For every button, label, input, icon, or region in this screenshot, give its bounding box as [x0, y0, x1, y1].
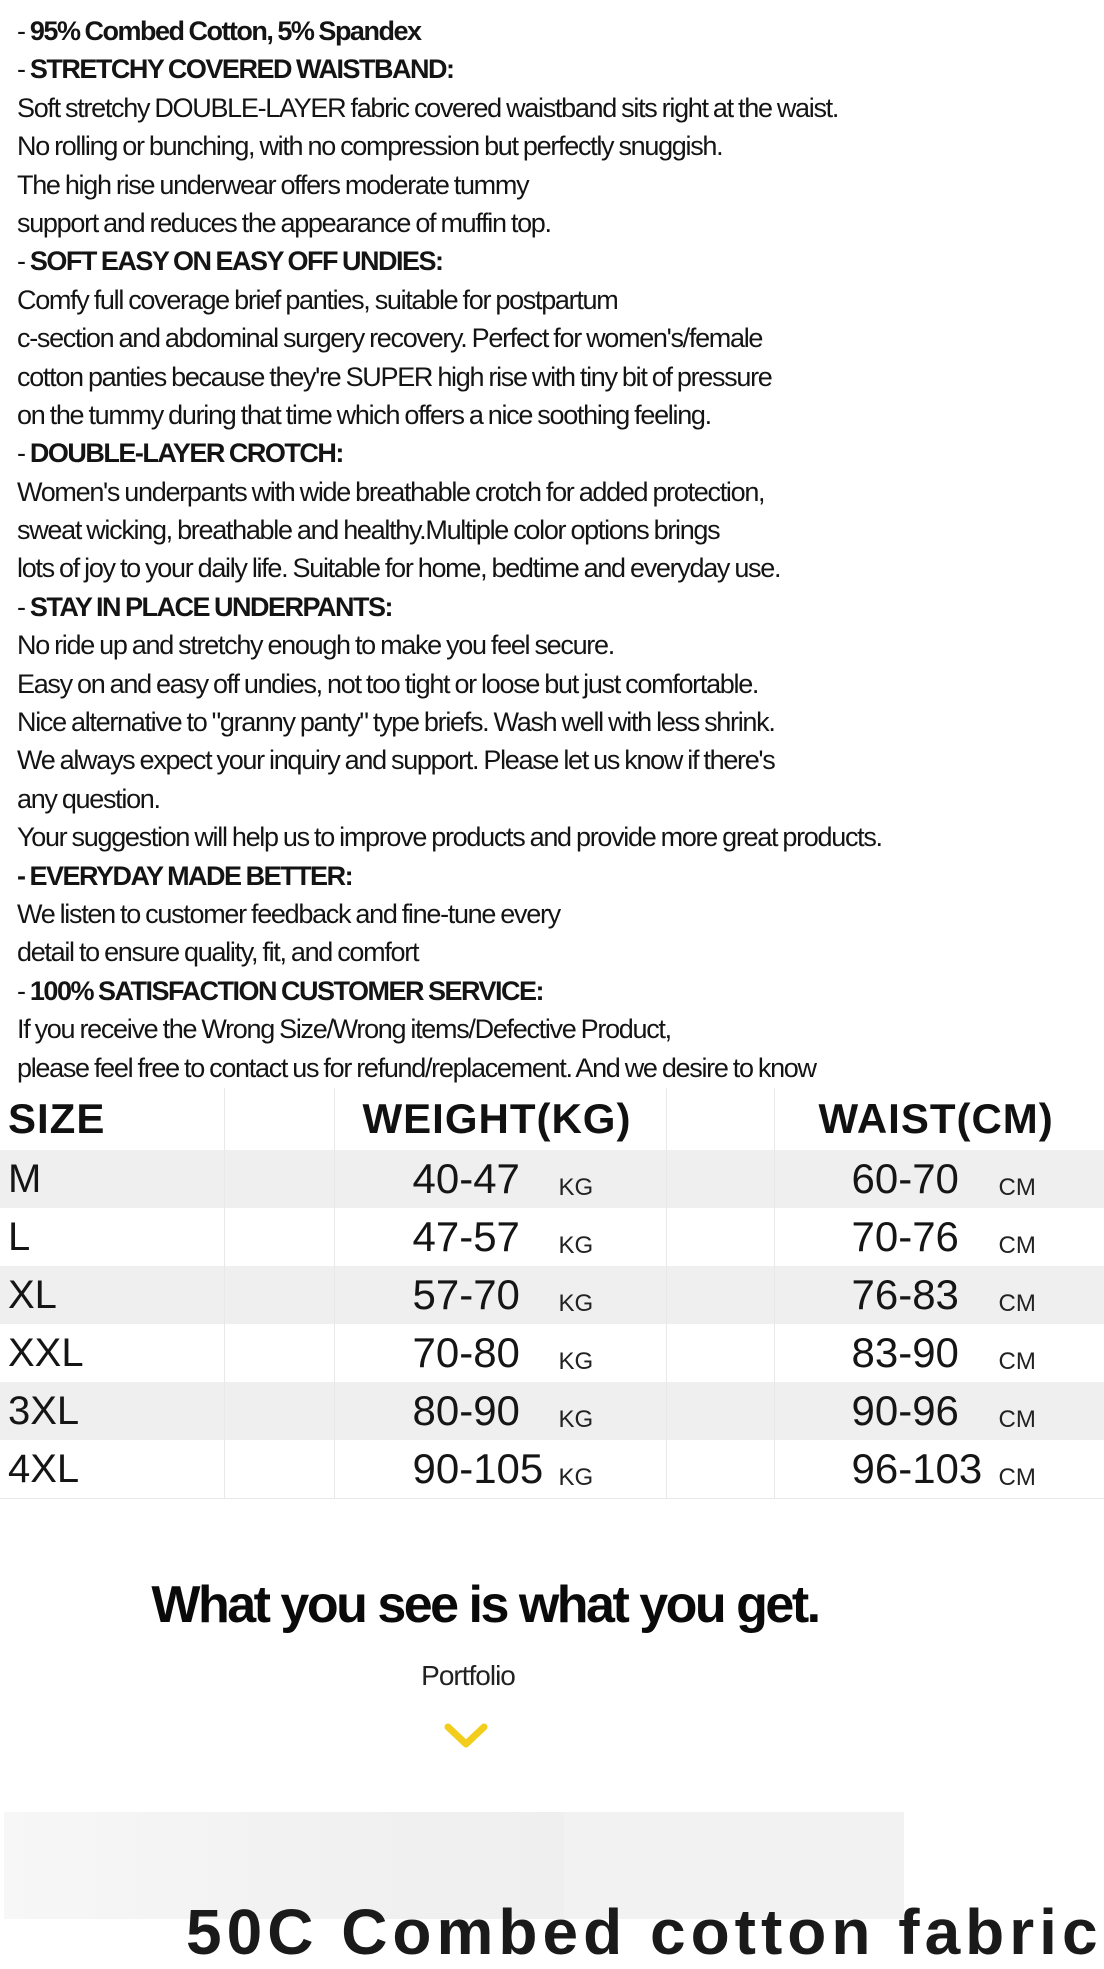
description-line: If you receive the Wrong Size/Wrong items/Defective Product, — [17, 1014, 671, 1045]
waist-value: 96-103 — [851, 1445, 983, 1492]
description-line: Easy on and easy off undies, not too tight or loose but just comfortable. — [17, 668, 759, 699]
heading-text: 95% Combed Cotton, 5% Spandex — [29, 16, 421, 46]
spacer-cell — [224, 1324, 334, 1382]
weight-unit: KG — [558, 1348, 594, 1375]
spacer-cell — [224, 1266, 334, 1324]
size-cell: 4XL — [0, 1440, 224, 1499]
section-heading — [17, 50, 1097, 88]
waist-cell — [774, 1150, 1104, 1208]
description-line: No ride up and stretchy enough to make you feel secure. — [17, 630, 614, 661]
description-line: on the tummy during that time which offers a nice soothing feeling. — [17, 399, 711, 430]
weight-value: 40-47 — [412, 1155, 520, 1202]
weight-value: 57-70 — [412, 1271, 520, 1318]
heading-text: 100% SATISFACTION CUSTOMER SERVICE: — [29, 975, 544, 1006]
product-description — [17, 12, 1097, 1087]
waist-unit: CM — [998, 1464, 1036, 1491]
waist-unit: CM — [998, 1174, 1036, 1201]
waist-value: 70-76 — [851, 1213, 959, 1260]
size-row — [0, 1324, 1104, 1382]
weight-value: 47-57 — [412, 1213, 520, 1260]
description-line: support and reduces the appearance of muffin top. — [17, 207, 551, 238]
description-line: Comfy full coverage brief panties, suitable for postpartum — [17, 284, 618, 315]
header-weight: WEIGHT(KG) — [334, 1088, 666, 1150]
bullet-dash: - — [17, 591, 30, 622]
size-chart-table — [0, 1088, 1104, 1499]
weight-unit: KG — [558, 1464, 594, 1491]
waist-unit: CM — [998, 1348, 1036, 1375]
description-line: Women's underpants with wide breathable crotch for added protection, — [17, 476, 765, 507]
size-chart-header-row — [0, 1088, 1104, 1150]
heading-text: - EVERYDAY MADE BETTER: — [17, 860, 353, 891]
section-heading — [17, 972, 1097, 1010]
bullet-dash: - — [17, 54, 30, 85]
description-line: We listen to customer feedback and fine-tune every — [17, 898, 560, 929]
weight-value: 70-80 — [412, 1329, 520, 1376]
description-line: cotton panties because they're SUPER high rise with tiny bit of pressure — [17, 361, 772, 392]
weight-cell — [334, 1382, 666, 1440]
spacer-cell — [224, 1382, 334, 1440]
weight-cell — [334, 1324, 666, 1382]
weight-cell — [334, 1208, 666, 1266]
header-waist: WAIST(CM) — [818, 1095, 1054, 1142]
fabric-heading: 50C Combed cotton fabric — [186, 1896, 1103, 1968]
spacer-cell — [224, 1440, 334, 1499]
bullet-dash: - — [17, 975, 30, 1006]
waist-cell — [774, 1440, 1104, 1499]
heading-text: STRETCHY COVERED WAISTBAND: — [29, 54, 454, 85]
description-line: The high rise underwear offers moderate tummy — [17, 169, 529, 200]
spacer-cell — [666, 1324, 774, 1382]
weight-unit: KG — [558, 1290, 594, 1317]
section-heading — [17, 242, 1097, 280]
weight-unit: KG — [558, 1174, 594, 1201]
description-line: lots of joy to your daily life. Suitable for home, bedtime and everyday use. — [17, 553, 781, 584]
waist-cell — [774, 1324, 1104, 1382]
waist-unit: CM — [998, 1406, 1036, 1433]
waist-unit: CM — [998, 1232, 1036, 1259]
description-line: Your suggestion will help us to improve products and provide more great products. — [17, 822, 882, 853]
description-line: detail to ensure quality, fit, and comfort — [17, 937, 419, 968]
product-photo-panel — [4, 1812, 1103, 1968]
bullet-dash: - — [17, 246, 30, 277]
spacer-cell — [666, 1440, 774, 1499]
size-row — [0, 1150, 1104, 1208]
headline: What you see is what you get. — [151, 1576, 819, 1634]
heading-text: DOUBLE-LAYER CROTCH: — [29, 438, 343, 469]
description-line: Nice alternative to "granny panty" type briefs. Wash well with less shrink. — [17, 707, 775, 738]
section-heading — [17, 12, 1097, 50]
waist-cell — [774, 1382, 1104, 1440]
waist-value: 90-96 — [851, 1387, 959, 1434]
spacer-cell — [224, 1208, 334, 1266]
size-cell: M — [0, 1150, 224, 1208]
spacer-cell — [224, 1150, 334, 1208]
description-line: sweat wicking, breathable and healthy.Multiple color options brings — [17, 515, 720, 546]
portfolio-label: Portfolio — [421, 1660, 515, 1691]
section-heading — [17, 588, 1097, 626]
chevron-down-icon — [444, 1722, 488, 1755]
waist-value: 83-90 — [851, 1329, 959, 1376]
size-cell: XL — [0, 1266, 224, 1324]
weight-value: 80-90 — [412, 1387, 520, 1434]
waist-value: 60-70 — [851, 1155, 959, 1202]
spacer-cell — [666, 1382, 774, 1440]
waist-cell — [774, 1208, 1104, 1266]
weight-cell — [334, 1150, 666, 1208]
heading-text: SOFT EASY ON EASY OFF UNDIES: — [29, 246, 443, 277]
weight-cell — [334, 1440, 666, 1499]
description-line: please feel free to contact us for refund/replacement. And we desire to know — [17, 1052, 816, 1083]
size-cell: 3XL — [0, 1382, 224, 1440]
description-line: any question. — [17, 783, 160, 814]
description-line: Soft stretchy DOUBLE-LAYER fabric covered waistband sits right at the waist. — [17, 92, 839, 123]
size-row — [0, 1208, 1104, 1266]
section-heading — [17, 857, 1097, 895]
spacer-cell — [666, 1208, 774, 1266]
weight-unit: KG — [558, 1406, 594, 1433]
size-cell: L — [0, 1208, 224, 1266]
size-row — [0, 1382, 1104, 1440]
heading-text: STAY IN PLACE UNDERPANTS: — [29, 591, 392, 622]
size-row — [0, 1266, 1104, 1324]
waist-unit: CM — [998, 1290, 1036, 1317]
section-heading — [17, 434, 1097, 472]
bullet-dash: - — [17, 16, 30, 46]
spacer-cell — [224, 1088, 334, 1150]
bullet-dash: - — [17, 438, 30, 469]
description-line: No rolling or bunching, with no compression but perfectly snuggish. — [17, 131, 723, 162]
description-line: We always expect your inquiry and support. Please let us know if there's — [17, 745, 775, 776]
spacer-cell — [666, 1266, 774, 1324]
weight-unit: KG — [558, 1232, 594, 1259]
weight-cell — [334, 1266, 666, 1324]
spacer-cell — [666, 1150, 774, 1208]
header-size: SIZE — [0, 1088, 224, 1150]
waist-value: 76-83 — [851, 1271, 959, 1318]
weight-value: 90-105 — [412, 1445, 544, 1492]
size-cell: XXL — [0, 1324, 224, 1382]
description-line: c-section and abdominal surgery recovery. Perfect for women's/female — [17, 323, 763, 354]
spacer-cell — [666, 1088, 774, 1150]
size-row — [0, 1440, 1104, 1499]
waist-cell — [774, 1266, 1104, 1324]
